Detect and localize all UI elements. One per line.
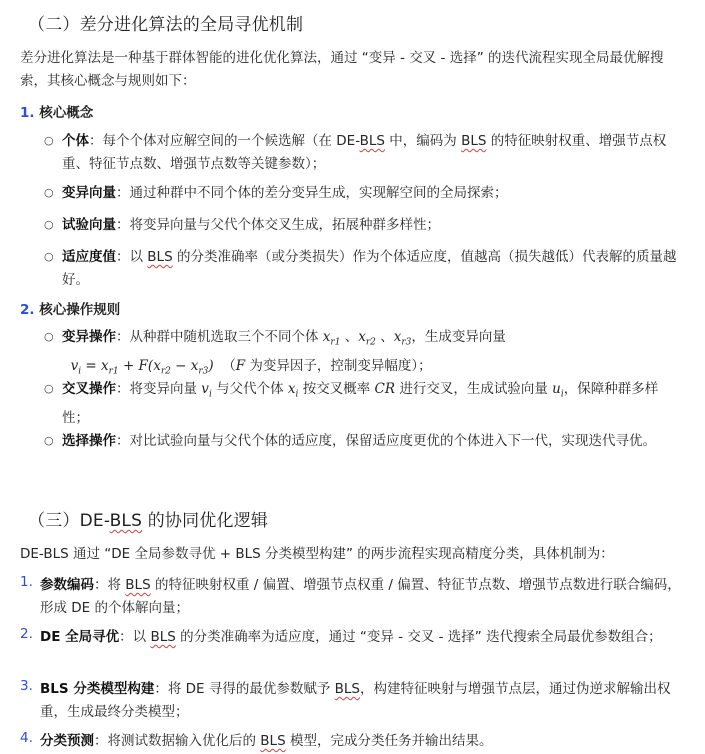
- item-text: 的分类准确率（或分类损失）作为个体适应度，值越高（损失越低）代表解的质量越好。: [62, 249, 677, 288]
- term: DE 全局寻优: [40, 629, 120, 645]
- spellcheck-word: BLS: [150, 629, 176, 645]
- item-text: 、: [375, 329, 394, 345]
- list-item: [62, 246, 684, 292]
- math-v-i: $v_i$: [201, 381, 212, 400]
- item-text: 中，编码为: [384, 133, 462, 149]
- list-item: [62, 430, 684, 453]
- term: 变异操作: [62, 329, 116, 345]
- list-item: [62, 326, 684, 383]
- spellcheck-word: BLS: [461, 133, 487, 149]
- item-text: ，构建特征映射与增强节点层，通过伪逆求解输出权重，生成最终分类模型；: [40, 681, 671, 720]
- item-text: ：每个个体对应解空间的一个候选解（在 DE-: [89, 133, 360, 149]
- bullet-icon: ○: [44, 218, 54, 231]
- list-number: 3.: [20, 678, 33, 694]
- math-x-i: $x_i$: [287, 381, 299, 400]
- subheading-core-rules: [20, 298, 120, 318]
- title-text: 的协同优化逻辑: [142, 511, 269, 531]
- spellcheck-word: BLS: [147, 249, 173, 265]
- bullet-icon: ○: [44, 250, 54, 263]
- item-text: ，保障种群多样性；: [62, 381, 659, 426]
- term: 参数编码: [40, 577, 94, 593]
- term: 适应度值: [62, 249, 116, 265]
- subheading-number: 1.: [20, 105, 35, 121]
- term: 个体: [62, 133, 89, 149]
- item-text: 、: [340, 329, 359, 345]
- subheading-number: 2.: [20, 302, 35, 318]
- list-item: [62, 214, 684, 237]
- item-text: ：通过种群中不同个体的差分变异生成，实现解空间的全局探索；: [116, 185, 508, 201]
- math-CR: CR: [374, 381, 396, 397]
- term: 交叉操作: [62, 381, 116, 397]
- item-text: ：将测试数据输入优化后的: [94, 733, 261, 749]
- math-mutation-formula: $v_i = x_{r1} + F(x_{r2} - x_{r3})$: [62, 357, 214, 377]
- list-item: [40, 626, 688, 649]
- item-text: 模型，完成分类任务并输出结果。: [285, 733, 493, 749]
- item-text: ：从种群中随机选取三个不同个体: [116, 329, 323, 345]
- bullet-icon: ○: [44, 434, 54, 447]
- list-item: [40, 574, 688, 620]
- math-x-r3: $x_{r3}$: [393, 329, 412, 348]
- item-text: （: [222, 357, 236, 374]
- subheading-text: 核心概念: [39, 105, 94, 121]
- list-item: [40, 730, 688, 753]
- item-text: ，生成变异向量: [411, 329, 506, 345]
- spellcheck-word: BLS: [359, 133, 385, 149]
- item-text: ：以: [116, 249, 148, 265]
- list-number: 2.: [20, 626, 33, 642]
- intro-paragraph: DE-BLS 通过 “DE 全局参数寻优 + BLS 分类模型构建” 的两步流程实现高精度分类，具体机制为：: [20, 546, 614, 562]
- math-x-r1: $x_{r1}$: [322, 329, 341, 348]
- term: 变异向量: [62, 185, 116, 201]
- spellcheck-word: BLS: [109, 511, 143, 531]
- term: 试验向量: [62, 217, 116, 233]
- item-text: 与父代个体: [211, 381, 288, 397]
- spellcheck-word: BLS: [334, 681, 360, 697]
- item-text: 的特征映射权重 / 偏置、增强节点权重 / 偏置、特征节点数、增强节点数进行联合编码，形成 DE 的个体解向量；: [40, 577, 681, 616]
- term: 分类预测: [40, 733, 94, 749]
- bullet-icon: ○: [44, 186, 54, 199]
- bullet-icon: ○: [44, 330, 54, 343]
- section-title: （二）差分进化算法的全局寻优机制: [28, 15, 304, 35]
- item-text: ：对比试验向量与父代个体的适应度，保留适应度更优的个体进入下一代，实现迭代寻优。: [116, 433, 656, 449]
- item-text: ：以: [119, 629, 151, 645]
- spellcheck-word: BLS: [125, 577, 151, 593]
- subheading-core-concepts: [20, 101, 93, 121]
- list-item: [62, 130, 684, 176]
- list-item: [62, 182, 684, 205]
- title-text: （三）DE-: [28, 511, 110, 531]
- subheading-text: 核心操作规则: [39, 302, 121, 318]
- item-text: ：将变异向量: [116, 381, 202, 397]
- intro-paragraph: 差分进化算法是一种基于群体智能的进化优化算法，通过 “变异 - 交叉 - 选择” 的迭代流程实现全局最优解搜索，其核心概念与规则如下：: [20, 50, 664, 89]
- item-text: 进行交叉，生成试验向量: [395, 381, 553, 397]
- math-x-r2: $x_{r2}$: [358, 329, 376, 348]
- item-text: ：将变异向量与父代个体交叉生成，拓展种群多样性；: [116, 217, 440, 233]
- item-text: 的分类准确率为适应度，通过 “变异 - 交叉 - 选择” 迭代搜索全局最优参数组合；: [175, 629, 662, 645]
- bullet-icon: ○: [44, 134, 54, 147]
- list-number: 1.: [20, 574, 33, 590]
- bullet-icon: ○: [44, 382, 54, 395]
- term: BLS 分类模型构建: [40, 681, 155, 697]
- math-u-i: $u_i$: [552, 381, 564, 400]
- item-text: 的特征映射权重、增强节点权重、特征节点数、增强节点数等关键参数）；: [62, 133, 667, 172]
- list-number: 4.: [20, 730, 33, 746]
- section-title: [28, 506, 268, 531]
- list-item: [40, 678, 688, 724]
- item-text: 为变异因子，控制变异幅度）；: [245, 357, 432, 374]
- item-text: 按交叉概率: [298, 381, 375, 397]
- term: 选择操作: [62, 433, 116, 449]
- item-text: ：将: [94, 577, 126, 593]
- list-item: [62, 378, 684, 430]
- spellcheck-word: BLS: [260, 733, 286, 749]
- item-text: ：将 DE 寻得的最优参数赋予: [154, 681, 335, 697]
- math-F: F: [235, 357, 246, 374]
